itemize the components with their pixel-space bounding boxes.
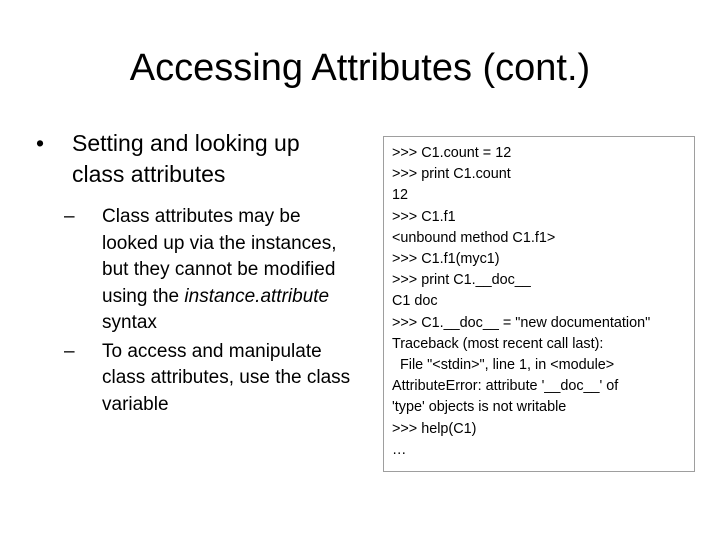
code-line: >>> help(C1) <box>392 420 477 437</box>
code-example-box <box>383 136 695 472</box>
sub-bullet-list <box>36 204 356 418</box>
sub-bullet-class-attributes-lookup <box>36 204 356 337</box>
code-line: AttributeError: attribute '__doc__' of <box>392 378 619 395</box>
code-line: >>> C1.__doc__ = "new documentation" <box>392 314 651 331</box>
code-line: >>> print C1.__doc__ <box>392 272 531 289</box>
code-line: Traceback (most recent call last): <box>392 335 604 352</box>
dash-icon: – <box>64 206 75 227</box>
sub-bullet-text-italic: instance.attribute <box>184 285 330 307</box>
sub-bullet-text-post: syntax <box>102 312 157 333</box>
sub-bullet-text-pre: To access and manipulate class attributes, use the class variable <box>102 340 351 415</box>
main-bullet-text: Setting and looking up class attributes <box>72 130 300 187</box>
sub-bullet-text-pre: Class attributes may be looked up via the instances, but they cannot be modified using the <box>102 206 337 307</box>
code-line: 12 <box>392 187 409 204</box>
dash-icon: – <box>64 340 75 362</box>
slide-title: Accessing Attributes (cont.) <box>129 47 591 89</box>
code-line: <unbound method C1.f1> <box>392 229 556 246</box>
bullet-dot-icon: • <box>36 130 45 156</box>
code-line: 'type' objects is not writable <box>392 399 567 416</box>
bullet-list <box>36 128 356 420</box>
sub-bullet-manipulate-class-attributes <box>36 339 356 419</box>
code-line: >>> C1.count = 12 <box>392 145 512 161</box>
code-line: File "<stdin>", line 1, in <module> <box>392 357 615 374</box>
code-line: >>> C1.f1(myc1) <box>392 251 500 268</box>
main-bullet <box>36 128 356 190</box>
code-line: >>> print C1.count <box>392 166 511 183</box>
code-line: … <box>392 441 407 458</box>
code-line: >>> C1.f1 <box>392 208 456 225</box>
code-line: C1 doc <box>392 293 438 310</box>
